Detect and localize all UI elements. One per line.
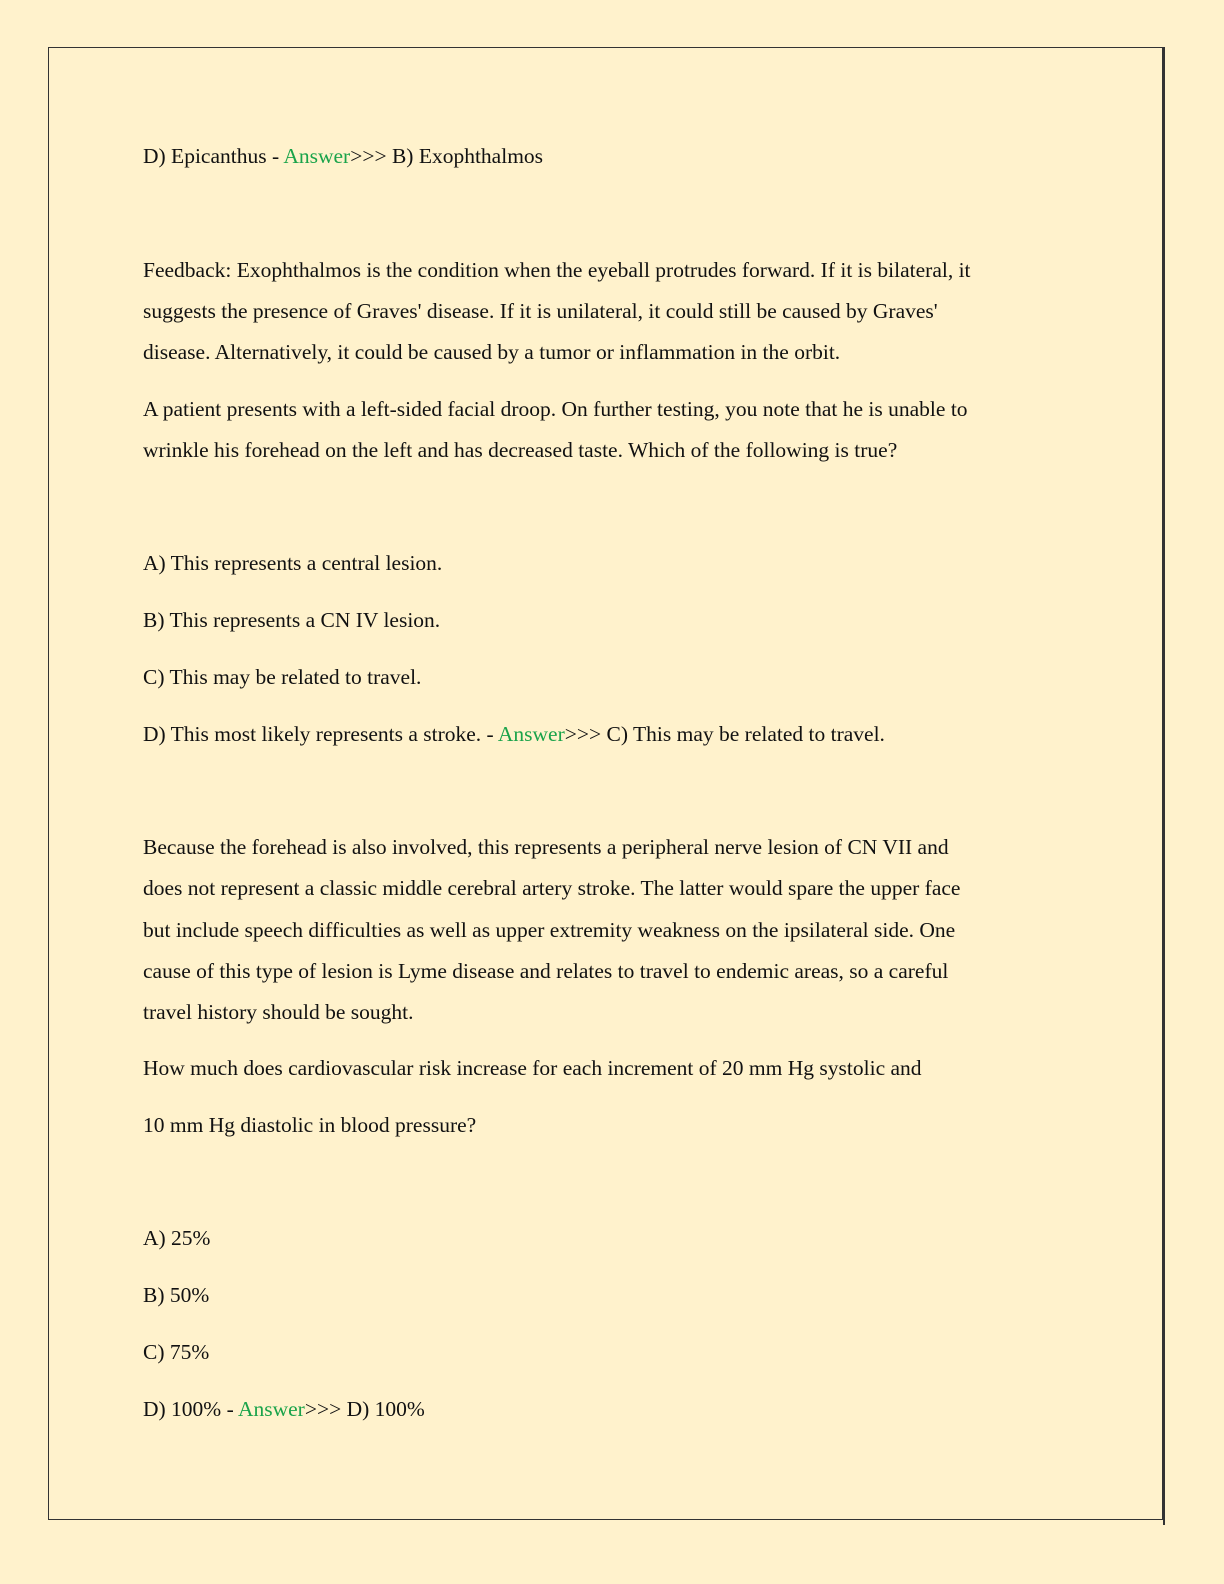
q2-option-d: D) This most likely represents a stroke. -	[143, 722, 498, 746]
q2-answer-label: Answer	[497, 722, 565, 746]
q3-option-a: A) 25%	[143, 1226, 211, 1250]
feedback2-line-5: travel history should be sought.	[143, 1000, 414, 1024]
feedback1-line-1: Feedback: Exophthalmos is the condition when the eyeball protrudes forward. If it is bilateral, it	[143, 258, 971, 282]
page-border-right-edge	[1163, 47, 1165, 1525]
feedback2-line-2: does not represent a classic middle cerebral artery stroke. The latter would spare the upper face	[143, 876, 961, 900]
q1-answer-text: >>> B) Exophthalmos	[350, 144, 544, 168]
q3-answer-label: Answer	[237, 1397, 305, 1421]
feedback2-line-1: Because the forehead is also involved, this represents a peripheral nerve lesion of CN VII and	[143, 835, 949, 859]
q2-stem-line-2: wrinkle his forehead on the left and has decreased taste. Which of the following is true?	[143, 438, 898, 462]
feedback1-line-3: disease. Alternatively, it could be caused by a tumor or inflammation in the orbit.	[143, 340, 841, 364]
q3-answer-text: >>> D) 100%	[304, 1397, 425, 1421]
q2-option-a: A) This represents a central lesion.	[143, 551, 443, 575]
q2-stem-line-1: A patient presents with a left-sided facial droop. On further testing, you note that he is unable to	[143, 397, 968, 421]
q3-option-d-with-answer	[143, 1389, 425, 1430]
q3-stem-line-2: 10 mm Hg diastolic in blood pressure?	[143, 1113, 477, 1137]
feedback2-line-4: cause of this type of lesion is Lyme disease and relates to travel to endemic areas, so a careful	[143, 959, 949, 983]
q1-answer-label: Answer	[283, 144, 351, 168]
q1-option-d-with-answer	[143, 136, 543, 177]
feedback2-line-3: but include speech difficulties as well as upper extremity weakness on the ipsilateral side. One	[143, 918, 956, 942]
q3-option-c: C) 75%	[143, 1340, 210, 1364]
feedback1-line-2: suggests the presence of Graves' disease. If it is unilateral, it could still be caused by Graves'	[143, 299, 938, 323]
q3-option-b: B) 50%	[143, 1283, 210, 1307]
q2-option-d-with-answer	[143, 714, 885, 755]
q3-stem-line-1: How much does cardiovascular risk increase for each increment of 20 mm Hg systolic and	[143, 1056, 922, 1080]
q3-option-d: D) 100% -	[143, 1397, 238, 1421]
q2-answer-text: >>> C) This may be related to travel.	[564, 722, 885, 746]
q2-option-b: B) This represents a CN IV lesion.	[143, 608, 441, 632]
q1-option-d: D) Epicanthus -	[143, 144, 284, 168]
q2-option-c: C) This may be related to travel.	[143, 665, 422, 689]
